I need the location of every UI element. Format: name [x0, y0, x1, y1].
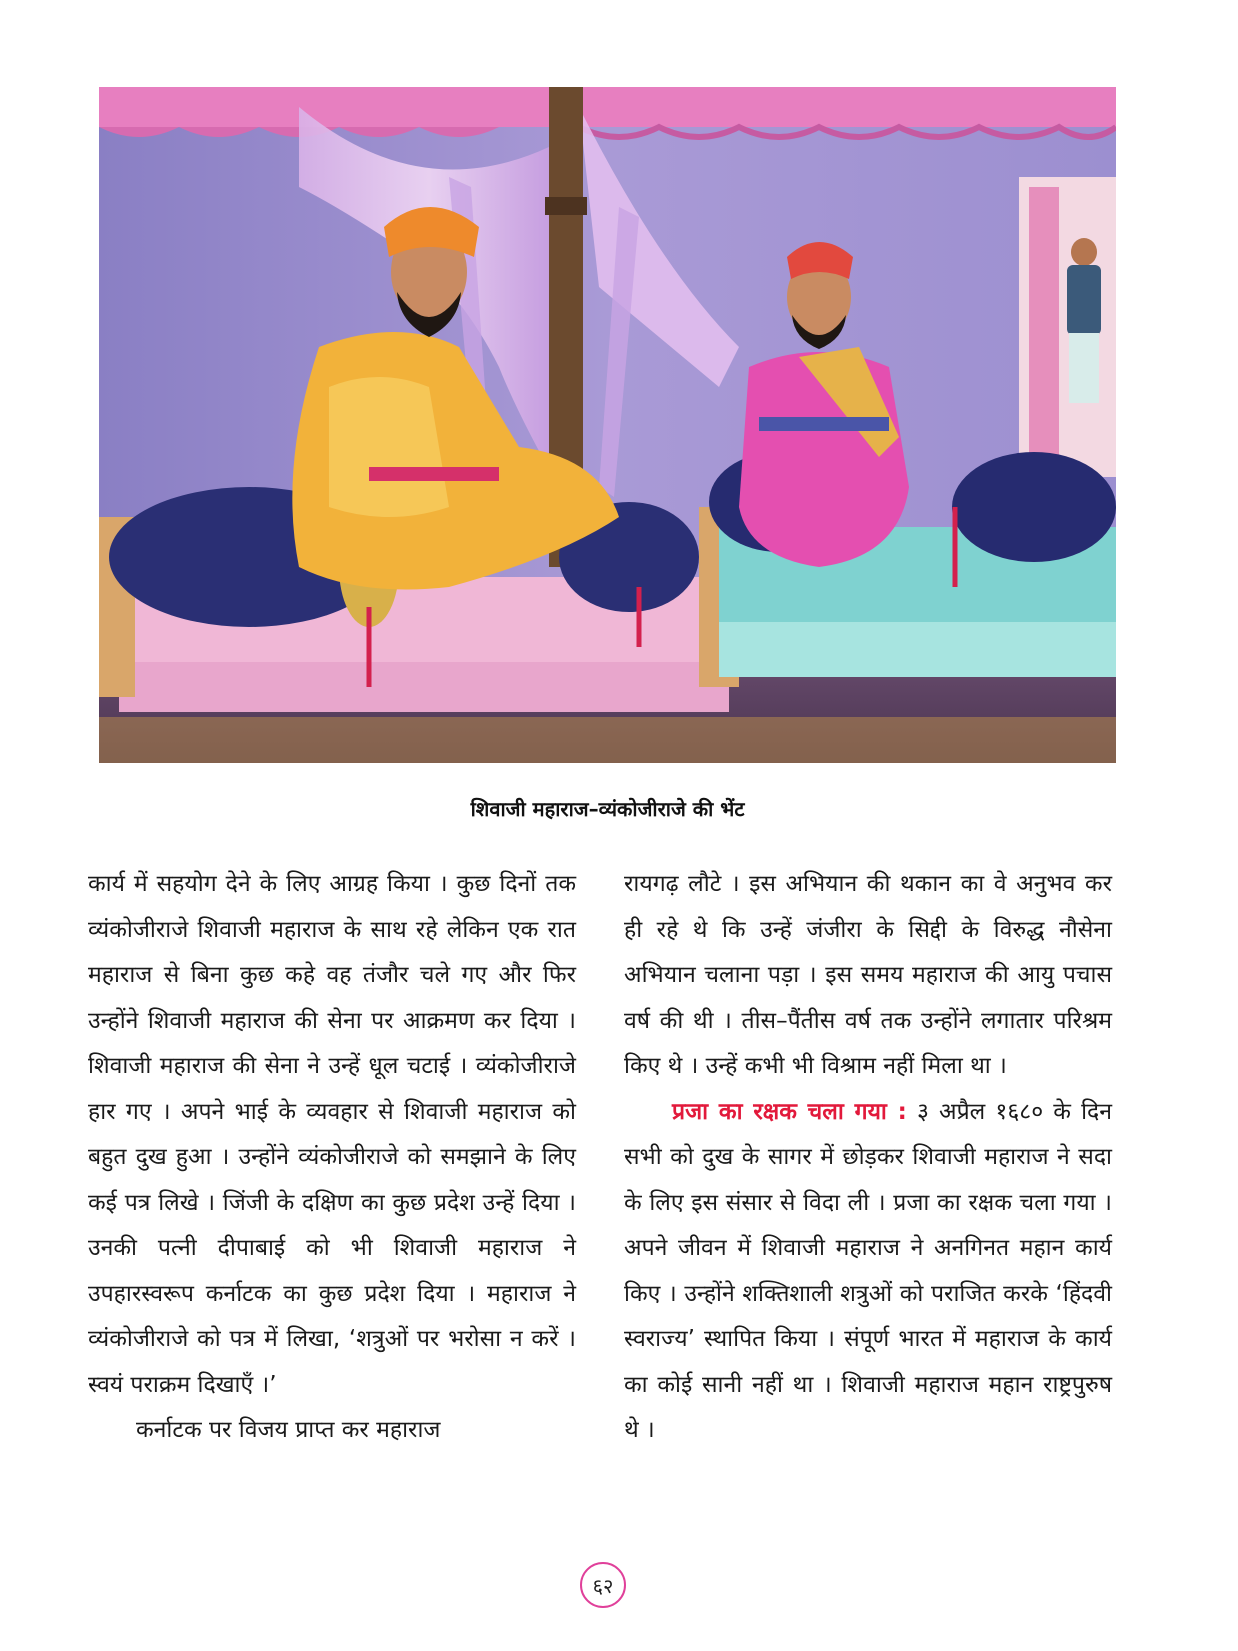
right-paragraph-2 — [624, 1090, 1112, 1454]
left-paragraph-1: कार्य में सहयोग देने के लिए आग्रह किया । कुछ दिनों तक व्यंकोजीराजे शिवाजी महाराज के साथ रहे लेकिन एक रात महाराज से बिना कुछ कहे वह तंजौर चले गए और फिर उन्होंने शिवाजी महाराज की सेना पर आक्रमण कर दिया । शिवाजी महाराज की सेना ने उन्हें धूल चटाई । व्यंकोजीराजे हार गए । अपने भाई के व्यवहार से शिवाजी महाराज को बहुत दुख हुआ । उन्होंने व्यंकोजीराजे को समझाने के लिए कई पत्र लिखे । जिंजी के दक्षिण का कुछ प्रदेश उन्हें दिया । उनकी पत्नी दीपाबाई को भी शिवाजी महाराज ने उपहारस्वरूप कर्नाटक का कुछ प्रदेश दिया । महाराज ने व्यंकोजीराजे को पत्र में लिखा, ‘शत्रुओं पर भरोसा न करें । स्वयं पराक्रम दिखाएँ ।’ — [88, 871, 576, 1398]
right-paragraph-1: रायगढ़ लौटे । इस अभियान की थकान का वे अनुभव कर ही रहे थे कि उन्हें जंजीरा के सिद्दी के विरुद्ध नौसेना अभियान चलाना पड़ा । इस समय महाराज की आयु पचास वर्ष की थी । तीस–पैंतीस वर्ष तक उन्होंने लगातार परिश्रम किए थे । उन्हें कभी भी विश्राम नहीं मिला था । — [624, 871, 1112, 1079]
right-paragraph-2-text: ३ अप्रैल १६८० के दिन सभी को दुख के सागर में छोड़कर शिवाजी महाराज ने सदा के लिए इस संसार से विदा ली । प्रजा का रक्षक चला गया । अपने जीवन में शिवाजी महाराज ने अनगिनत महान कार्य किए । उन्होंने शक्तिशाली शत्रुओं को पराजित करके ‘हिंदवी स्वराज्य’ स्थापित किया । संपूर्ण भारत में महाराज के कार्य का कोई सानी नहीं था । शिवाजी महाराज महान राष्ट्रपुरुष थे । — [624, 1098, 1113, 1443]
left-column — [88, 862, 576, 1454]
page-number: ६२ — [580, 1562, 626, 1608]
figure-caption: शिवाजी महाराज–व्यंकोजीराजे की भेंट — [470, 797, 745, 821]
illustration — [99, 87, 1116, 763]
section-heading: प्रजा का रक्षक चला गया : — [672, 1098, 907, 1125]
left-paragraph-2: कर्नाटक पर विजय प्राप्त कर महाराज — [136, 1417, 441, 1443]
right-column — [624, 862, 1112, 1454]
illustration-scene — [99, 87, 1116, 763]
